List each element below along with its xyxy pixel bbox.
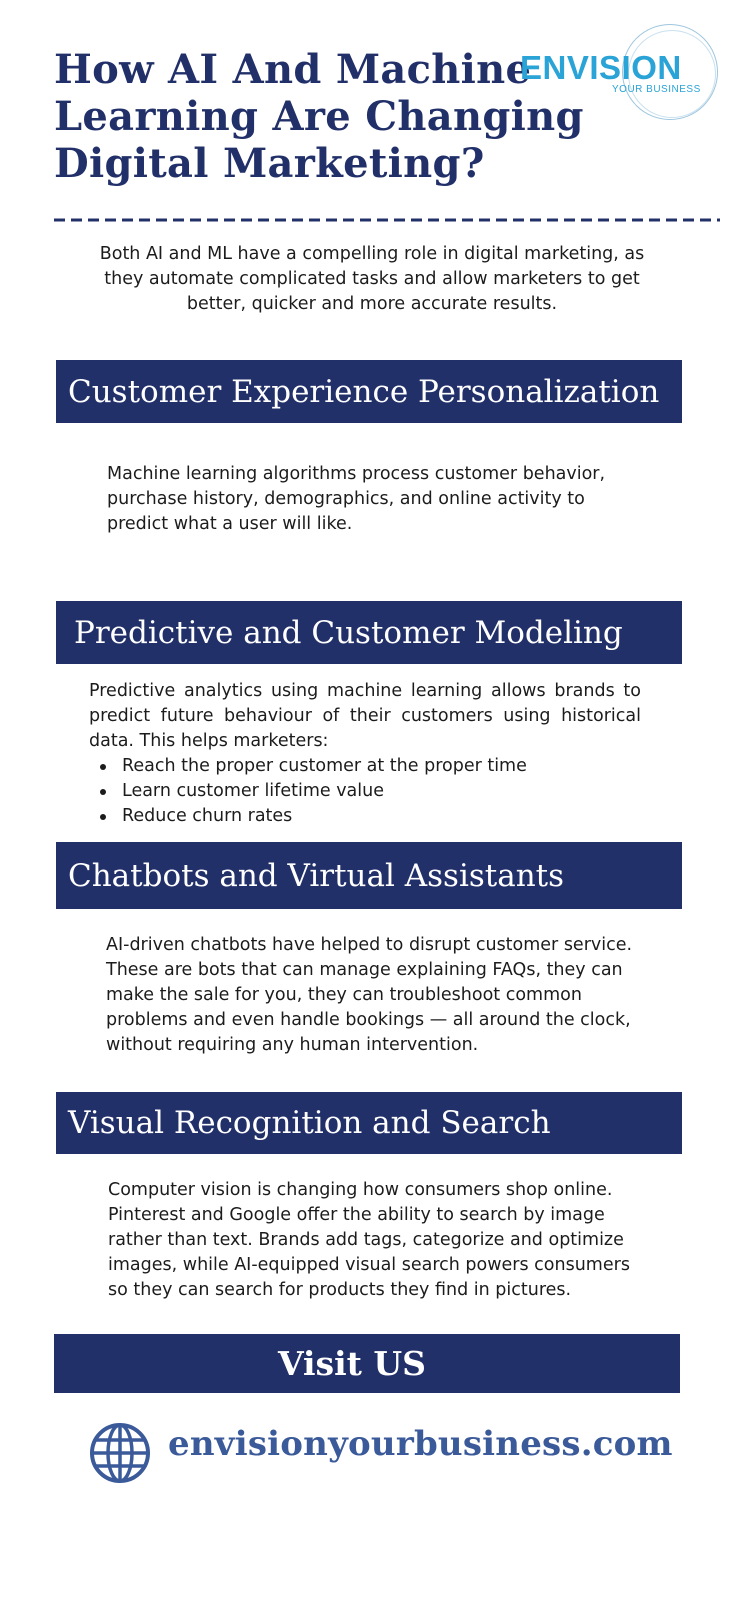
page-title xyxy=(54,46,584,187)
globe-icon xyxy=(89,1422,151,1484)
section-text-chatbots: AI-driven chatbots have helped to disrupt customer service. These are bots that can manage explaining FAQs, they can make the sale for you, they can troubleshoot common problems and even handle bookings — all around the clock, without requiring any human intervention. xyxy=(106,935,633,1055)
section-heading-chatbots: Chatbots and Virtual Assistants xyxy=(56,842,682,909)
logo-tagline: YOUR BUSINESS xyxy=(612,84,701,95)
dashed-divider xyxy=(54,218,720,222)
section-heading-personalization: Customer Experience Personalization xyxy=(56,360,682,423)
section-heading-predictive: Predictive and Customer Modeling xyxy=(56,601,682,664)
title-line-2: Learning Are Changing xyxy=(54,93,584,140)
logo-wordmark: ENVISION xyxy=(520,49,682,86)
section-heading-visual-search: Visual Recognition and Search xyxy=(56,1092,682,1154)
bullet-item: Learn customer lifetime value xyxy=(92,779,527,804)
section-text-predictive: Predictive analytics using machine learning allows brands to predict future behaviour of their customers using historical data. This helps marketers: xyxy=(89,681,641,751)
bullet-item: Reduce churn rates xyxy=(92,804,527,829)
bullet-item: Reach the proper customer at the proper time xyxy=(92,754,527,779)
visit-us-button[interactable]: Visit US xyxy=(54,1334,680,1393)
title-line-1: How AI And Machine xyxy=(54,46,532,93)
section-text-visual-search: Computer vision is changing how consumers shop online. Pinterest and Google offer the ability to search by image rather than text. Brands add tags, categorize and optimize images, while AI-equipped visual search powers consumers so they can search for products they find in pictures. xyxy=(108,1180,630,1300)
website-link[interactable]: envisionyourbusiness.com xyxy=(168,1424,673,1464)
brand-logo xyxy=(520,24,720,126)
section-text-personalization: Machine learning algorithms process customer behavior, purchase history, demographics, and online activity to predict what a user will like. xyxy=(107,464,606,534)
title-line-3: Digital Marketing? xyxy=(54,140,485,187)
predictive-bullet-list xyxy=(92,754,527,829)
intro-text: Both AI and ML have a compelling role in digital marketing, as they automate complicated tasks and allow marketers to get better, quicker and more accurate results. xyxy=(99,244,645,314)
